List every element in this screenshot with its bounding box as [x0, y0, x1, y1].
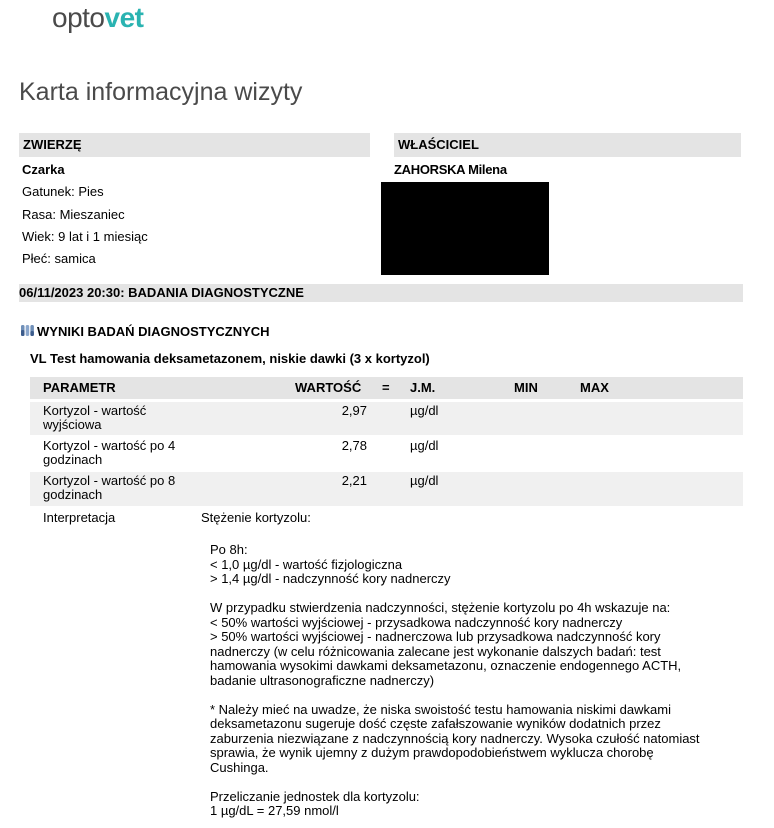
row-unit: µg/dl: [410, 438, 439, 453]
interpretation-heading: Stężenie kortyzolu:: [201, 510, 311, 525]
test-name: VL Test hamowania deksametazonem, niskie dawki (3 x kortyzol): [30, 351, 430, 366]
interpretation-line: < 50% wartości wyjściowej - przysadkowa nadczynność kory nadnerczy: [210, 614, 623, 630]
animal-name: Czarka: [22, 162, 65, 177]
col-eq: =: [382, 380, 390, 395]
owner-name: ZAHORSKA Milena: [394, 162, 507, 177]
row-value: 2,21: [341, 473, 367, 488]
interpretation-line: hamowania wysokimi dawkami deksametazonu, oznaczenie endogennego ACTH,: [210, 658, 682, 673]
col-value: WARTOŚĆ: [295, 380, 362, 395]
table-row: [30, 472, 743, 506]
col-min: MIN: [514, 380, 538, 395]
interpretation-line: zaburzenia niezwiązane z nadczynnością kory nadnerczy. Wysoka czułość natomiast: [210, 730, 700, 746]
page-title: Karta informacyjna wizyty: [19, 78, 303, 106]
interpretation-line: nadnerczy (w celu różnicowania zalecane jest wykonanie dalszych badań: test: [210, 643, 661, 659]
redacted-owner-details: [381, 182, 549, 275]
animal-header: ZWIERZĘ: [19, 133, 370, 157]
interpretation-line: [210, 587, 750, 602]
interpretation-line: Przeliczanie jednostek dla kortyzolu:: [210, 788, 420, 804]
row-param: Kortyzol - wartość wyjściowa: [43, 403, 147, 432]
interpretation-line: > 50% wartości wyjściowej - nadnerczowa lub przysadkowa nadczynność kory: [210, 629, 661, 644]
interpretation-line: Cushinga.: [210, 759, 269, 775]
optovet-logo: [52, 2, 143, 34]
owner-header: WŁAŚCICIEL: [394, 133, 741, 157]
row-unit: µg/dl: [410, 473, 439, 488]
interpretation-line: sprawia, że wynik ujemny z dużym prawdopodobieństwem wyklucza chorobę: [210, 745, 654, 760]
animal-species: Gatunek: Pies: [22, 184, 104, 199]
animal-age: Wiek: 9 lat i 1 miesiąc: [22, 229, 148, 244]
animal-sex: Płeć: samica: [22, 251, 96, 266]
interpretation-line: badanie ultrasonograficzne nadnerczy): [210, 672, 435, 688]
row-value: 2,78: [341, 438, 367, 453]
interpretation-line: Po 8h:: [210, 542, 248, 557]
col-max: MAX: [580, 380, 609, 395]
table-row: [30, 437, 743, 470]
logo-text-vet: vet: [104, 2, 144, 33]
visit-header: 06/11/2023 20:30: BADANIA DIAGNOSTYCZNE: [19, 284, 743, 302]
interpretation-line: 1 µg/dL = 27,59 nmol/l: [210, 803, 339, 818]
results-section-title: [20, 323, 270, 341]
interpretation-label: Interpretacja: [43, 510, 116, 525]
interpretation-text: [210, 543, 750, 819]
interpretation-line: deksametazonu sugeruje dość częste zafałszowanie wyników dodatnich przez: [210, 716, 661, 731]
row-unit: µg/dl: [410, 403, 439, 418]
test-tubes-icon: [20, 325, 35, 337]
animal-breed: Rasa: Mieszaniec: [22, 207, 125, 222]
row-param: Kortyzol - wartość po 4 godzinach: [43, 438, 176, 467]
row-param: Kortyzol - wartość po 8 godzinach: [43, 473, 176, 502]
results-table-header: [30, 377, 743, 399]
interpretation-line: > 1,4 µg/dl - nadczynność kory nadnerczy: [210, 571, 451, 586]
interpretation-line: [210, 688, 750, 703]
col-param: PARAMETR: [43, 380, 116, 395]
interpretation-line: * Należy mieć na uwadze, że niska swoistość testu hamowania niskimi dawkami: [210, 701, 671, 717]
interpretation-line: < 1,0 µg/dl - wartość fizjologiczna: [210, 556, 403, 572]
col-unit: J.M.: [410, 380, 436, 395]
row-value: 2,97: [341, 403, 367, 418]
results-title-text: WYNIKI BADAŃ DIAGNOSTYCZNYCH: [37, 324, 270, 339]
interpretation-line: W przypadku stwierdzenia nadczynności, stężenie kortyzolu po 4h wskazuje na:: [210, 600, 671, 615]
table-row: [30, 402, 743, 435]
logo-text-opto: opto: [52, 2, 105, 33]
interpretation-line: [210, 775, 750, 790]
